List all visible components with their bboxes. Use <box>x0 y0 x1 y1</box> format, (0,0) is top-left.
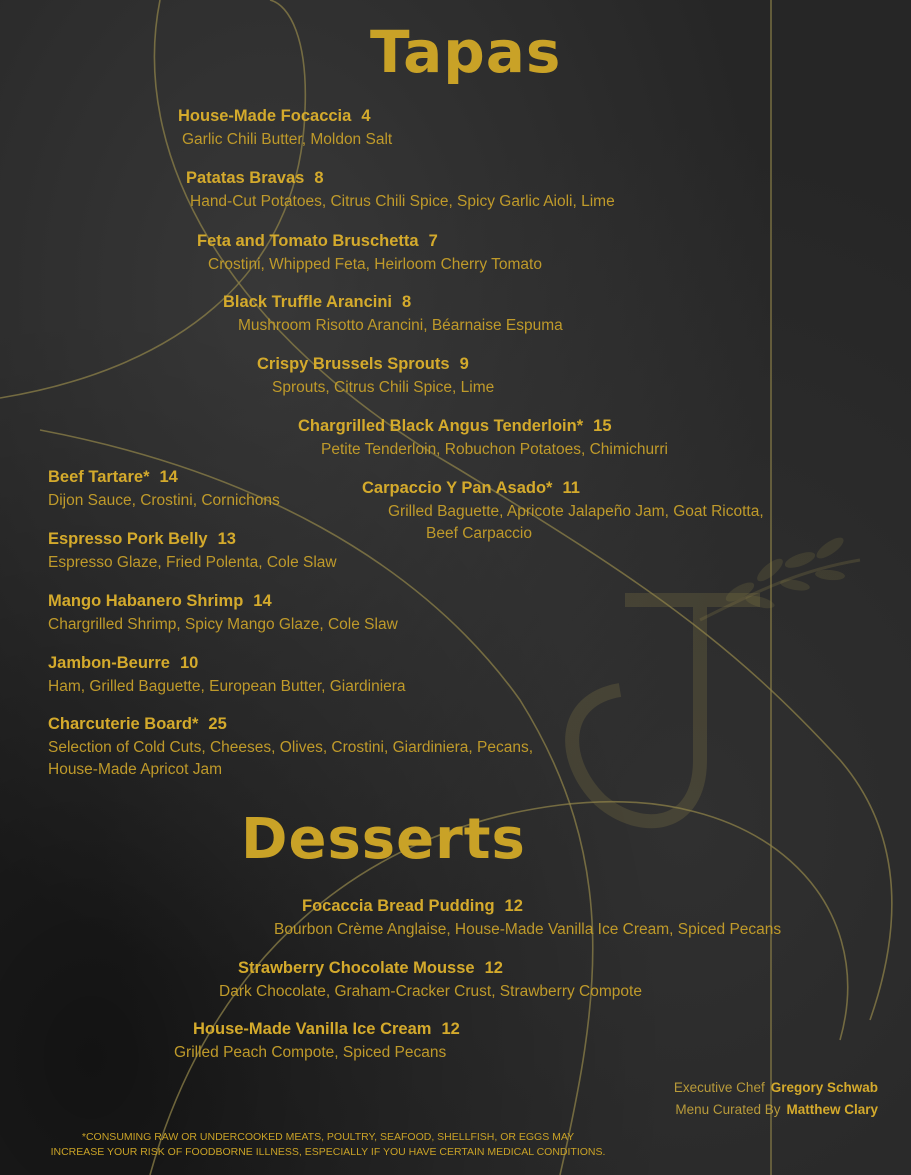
item-description: Chargrilled Shrimp, Spicy Mango Glaze, Cole Slaw <box>48 616 398 633</box>
curator-line <box>674 1099 878 1121</box>
item-description: Sprouts, Citrus Chili Spice, Lime <box>272 379 495 396</box>
disclaimer-line-1: *CONSUMING RAW OR UNDERCOOKED MEATS, POULTRY, SEAFOOD, SHELLFISH, OR EGGS MAY <box>81 1131 575 1143</box>
item-name: Carpaccio Y Pan Asado* <box>362 479 553 497</box>
item-description: Grilled Peach Compote, Spiced Pecans <box>174 1044 447 1061</box>
menu-item <box>197 231 542 276</box>
item-description: Bourbon Crème Anglaise, House-Made Vanilla Ice Cream, Spiced Pecans <box>274 921 782 938</box>
menu-item <box>362 478 764 545</box>
item-price: 13 <box>217 530 236 548</box>
item-description-continued: Beef Carpaccio <box>426 525 532 542</box>
tapas-heading: Tapas <box>370 18 562 86</box>
item-description-continued: House-Made Apricot Jam <box>48 761 223 778</box>
item-price: 12 <box>484 959 503 977</box>
item-description: Espresso Glaze, Fried Polenta, Cole Slaw <box>48 554 337 571</box>
menu-item <box>223 292 563 337</box>
item-price: 9 <box>459 355 469 373</box>
menu-item <box>219 958 642 1003</box>
desserts-heading: Desserts <box>241 807 526 872</box>
item-description: Garlic Chili Butter, Moldon Salt <box>182 131 393 148</box>
olive-branch-icon <box>700 534 860 620</box>
item-name: Beef Tartare* <box>48 468 150 486</box>
item-name: Espresso Pork Belly <box>48 530 208 548</box>
menu-item <box>48 591 398 636</box>
menu-item <box>48 529 337 574</box>
item-name: Charcuterie Board* <box>48 715 199 733</box>
item-description: Petite Tenderloin, Robuchon Potatoes, Chimichurri <box>321 441 668 458</box>
menu-item <box>174 1019 460 1064</box>
item-name: Jambon-Beurre <box>48 654 170 672</box>
item-name: Crispy Brussels Sprouts <box>257 355 450 373</box>
item-price: 4 <box>361 107 371 125</box>
item-name: Patatas Bravas <box>186 169 305 187</box>
item-price: 10 <box>179 654 199 672</box>
menu-item <box>186 168 615 213</box>
item-name: Strawberry Chocolate Mousse <box>238 959 475 977</box>
menu-item <box>48 653 406 698</box>
item-description: Hand-Cut Potatoes, Citrus Chili Spice, Spicy Garlic Aioli, Lime <box>190 193 615 210</box>
item-price: 8 <box>314 169 324 187</box>
chef-role: Executive Chef <box>673 1080 765 1095</box>
item-name: Mango Habanero Shrimp <box>48 592 244 610</box>
item-name: House-Made Focaccia <box>178 107 352 125</box>
menu-item <box>274 896 782 941</box>
item-description: Dijon Sauce, Crostini, Cornichons <box>48 492 280 509</box>
curator-name: Matthew Clary <box>786 1102 878 1117</box>
item-name: House-Made Vanilla Ice Cream <box>193 1020 432 1038</box>
item-name: Chargrilled Black Angus Tenderloin* <box>298 417 584 435</box>
item-price: 25 <box>208 715 227 733</box>
menu-item <box>178 106 392 151</box>
chef-name: Gregory Schwab <box>770 1080 878 1095</box>
disclaimer-line-2: INCREASE YOUR RISK OF FOODBORNE ILLNESS, ESPECIALLY IF YOU HAVE CERTAIN MEDICAL CONDITIONS. <box>50 1146 606 1158</box>
item-name: Black Truffle Arancini <box>223 293 393 311</box>
item-price: 11 <box>562 479 580 497</box>
menu-item <box>257 354 494 399</box>
item-name: Focaccia Bread Pudding <box>302 897 495 915</box>
item-name: Feta and Tomato Bruschetta <box>197 232 419 250</box>
item-description: Grilled Baguette, Apricote Jalapeño Jam, Goat Ricotta, <box>388 503 764 520</box>
menu-item <box>298 416 668 461</box>
executive-chef-line <box>674 1077 878 1099</box>
menu-item <box>48 467 280 512</box>
j-monogram-logo <box>572 600 760 821</box>
item-description: Mushroom Risotto Arancini, Béarnaise Espuma <box>238 317 563 334</box>
item-price: 15 <box>593 417 612 435</box>
item-price: 12 <box>504 897 523 915</box>
item-description: Ham, Grilled Baguette, European Butter, Giardiniera <box>48 678 406 695</box>
item-description: Selection of Cold Cuts, Cheeses, Olives, Crostini, Giardiniera, Pecans, <box>48 739 534 756</box>
menu-item <box>48 714 533 781</box>
curator-role: Menu Curated By <box>675 1102 781 1117</box>
chef-credits <box>674 1077 878 1121</box>
item-price: 7 <box>428 232 438 250</box>
item-price: 14 <box>159 468 178 486</box>
food-safety-disclaimer <box>48 1130 608 1160</box>
item-price: 14 <box>253 592 272 610</box>
item-price: 12 <box>441 1020 460 1038</box>
item-price: 8 <box>402 293 412 311</box>
item-description: Dark Chocolate, Graham-Cracker Crust, Strawberry Compote <box>219 983 642 1000</box>
item-description: Crostini, Whipped Feta, Heirloom Cherry Tomato <box>208 256 542 273</box>
